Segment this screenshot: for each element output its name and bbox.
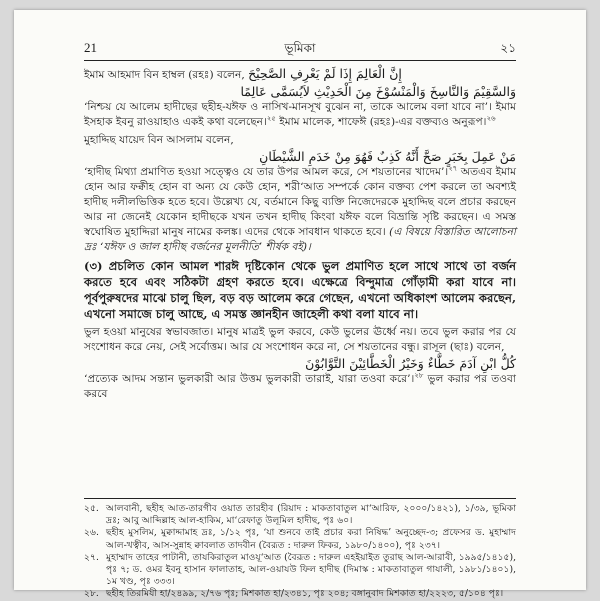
- footnote-text: আলবানী, ছহীহ আত-তারগীব ওয়াত তারহীব (রিয়াদ : মাকতাবাতুল মা‘আরিফ, ২০০০/১৪২১), ১/৩৯, ভূমিকা দ্রঃ; আবু আব্দিল্লাহ আল-হাকিম, মা‘রেফাতু উলূমিল হাদীছ, পৃঃ ৬০।: [106, 503, 516, 527]
- page-number-bengali: ২১: [500, 41, 516, 55]
- footnote-item: [84, 503, 516, 527]
- footnote-text: ছহীহ তিরমিযী হা/২৪৯৯, ২/৭৬ পৃঃ; মিশকাত হা/২৩৪১, পৃঃ ২০৪; বঙ্গানুবাদ মিশকাত হা/২২২৩, ৫/১০৪ পৃঃ।: [106, 588, 504, 600]
- book-page: [14, 10, 586, 600]
- paragraph-text: ‘হাদীছ মিথ্যা প্রমাণিত হওয়া সত্ত্বেও যে তার উপর আমল করে, সে শয়তানের খাদেম’।: [84, 166, 449, 178]
- paragraph-note: (এ বিষয়ে বিস্তারিত আলোচনা দ্রঃ ‘যঈফ ও জাল হাদীছ বর্জনের মূলনীতি’ শীর্ষক বই)।: [84, 226, 516, 253]
- footnote-number: ২৭.: [84, 551, 99, 563]
- paragraph-rule-3: (৩) প্রচলিত কোন আমল শারঈ দৃষ্টিকোন থেকে ভুল প্রমাণিত হলে সাথে সাথে তা বর্জন করতে হবে এবং সঠিকটা গ্রহণ করতে হবে। এক্ষেত্রে বিন্দুমাত্র গোঁড়ামী করা যাবে না। পূর্বপুরুষদের মাঝে চালু ছিল, বড় বড় আলেম করে গেছেন, এখনো অধিকাংশ আলেম করছেন, এখনো সমাজে চালু আছে, এ সমস্ত জ্ঞানহীন জাহেলী কথা বলা যাবে না।: [84, 259, 516, 321]
- paragraph-zayd-cont: [84, 165, 516, 255]
- paragraph-text: ভুল করার পর তওবা করবে: [84, 373, 516, 400]
- paragraph-text: ভুল হওয়া মানুষের স্বভাবজাত। মানুষ মাত্রই ভুল করবে, কেউ ভুলের ঊর্ধ্বে নয়। তবে ভুল করার পর যে সংশোধন করে নেয়, সেই সর্বোত্তম। আর যে সংশোধন করে না, সে শয়তানের বন্ধু। রাসূল (ছাঃ) বলেন,: [84, 326, 516, 353]
- paragraph-text: ‘নিশ্চয় যে আলেম হাদীছের ছহীহ-যঈফ ও নাসিখ-মানসূখ বুঝেন না, তাকে আলেম বলা যাবে না’। ইমাম ইসহাক ইবনু রাওয়াহাও একই কথা বলেছেন।: [84, 101, 516, 128]
- footnote-text: ছহীহ মুসলিম, মুক্বাদ্দামাহ দ্রঃ, ১/১২ পৃঃ, ‘যা শুনবে তাই প্রচার করা নিষিদ্ধ’ অনুচ্ছেদ-৩; প্রফেসর ড. মুহাম্মাদ আল-খত্বীব, আস-সুন্নাহ ক্বাবলাত তাদবীন (বৈরূত : দারুল ফিকর, ১৯৮০/১৪০০), পৃঃ ২৩৭।: [106, 527, 516, 551]
- paragraph-ahmad-cont: [84, 100, 516, 130]
- paragraph-mistakes-cont: [84, 372, 516, 402]
- footnote-item: [84, 527, 516, 551]
- paragraph-lead: ইমাম আহমাদ বিন হাম্বল (রহঃ) বলেন,: [84, 69, 245, 81]
- footnote-text: মুহাম্মাদ তাহের পাটানী, তাযকিরাতুল মাওযূ‘আত (বৈরূত : দারুল এহইয়াইত তুরাছ আল-আরাবী, ১৯৯৫/১৪১৫), পৃঃ ৭; ড. ওমর ইবনু হাসান ফালাতাহ, আল-ওয়াযউ ফিল হাদীছ (দিমাস্ক : মাকতাবাতুল গাযালী, ১৯৮১/১৪০১), ১ম খণ্ড, পৃঃ ৩৩৩।: [106, 551, 516, 588]
- footnote-ref: ২৭: [448, 164, 458, 173]
- footnote-item: [84, 588, 516, 600]
- paragraph-mistakes: [84, 325, 516, 355]
- footnote-item: [84, 552, 516, 589]
- footnote-ref: ২৫: [266, 114, 276, 123]
- page-body: [84, 66, 516, 402]
- footnote-ref: ২৮: [414, 371, 424, 380]
- footnote-number: ২৮.: [84, 588, 99, 600]
- paragraph-text: ইমাম মালেক, শাফেঈ (রহঃ)-এর বক্তব্যও অনুরূপ।: [275, 116, 487, 128]
- arabic-hadith-line: كُلُّ ابْنِ آدَمَ خَطَّاءٌ وَخَيْرُ الْخَطَّائِيْنَ التَّوَّابُوْنَ: [305, 356, 516, 371]
- arabic-quote: إِنَّ الْعَالِمَ إِذَا لَمْ يَعْرِفِ الصَّحِيْحَ: [248, 66, 402, 81]
- footnote-number: ২৬.: [84, 527, 99, 539]
- page-header: [84, 40, 516, 61]
- footnote-ref: ২৬: [486, 114, 496, 123]
- paragraph-text: ‘প্রত্যেক আদম সন্তান ভুলকারী আর উত্তম ভুলকারী তারাই, যারা তওবা করে’।: [84, 373, 415, 385]
- arabic-quote-line: وَالسَّقِيْمَ وَالنَّاسِخَ وَالْمَنْسُوْخَ مِنَ الْحَدِيْثِ لاَيُسَمَّى عَالِمًا: [240, 84, 516, 99]
- footnotes: [84, 498, 516, 601]
- running-title: ভূমিকা: [284, 41, 316, 55]
- paragraph-zayd: [84, 133, 516, 148]
- paragraph-lead: মুহাদ্দিছ যায়েদ বিন আসলাম বলেন,: [84, 134, 234, 146]
- footnote-number: ২৫.: [84, 503, 99, 514]
- arabic-quote-line: مَنْ عَمِلَ بِخَبَرٍ صَحَّ أَنَّهُ كَذِبٌ فَهُوَ مِنْ خَدَمِ الشَّيْطَانِ: [259, 149, 516, 164]
- paragraph-ahmad: [84, 66, 516, 83]
- paragraph-text: অতএব ইমাম হোন আর ফক্বীহ হোন বা অন্য যে কেউ হোন, শরী‘আত সম্পর্কে কোন বক্তব্য পেশ করলে তা অবশ্যই হাদীছ দলীলভিত্তিক হতে হবে। উল্লেখ্য যে, বর্তমানে কিছু ব্যক্তি নিজেদেরকে মুহাদ্দিছ বলে প্রচার করছেন আর না জেনেই যেকোন হাদীছকে যখন তখন হাদীছ কিংবা যঈফ বলে বিভ্রান্তি সৃষ্টি করছেন। এ সমস্ত স্বঘোষিত মুহাদ্দিরা মানুষ নামের কলঙ্ক। এদের থেকে সাবধান থাকতে হবে।: [84, 166, 516, 238]
- page-number-latin: 21: [84, 40, 97, 55]
